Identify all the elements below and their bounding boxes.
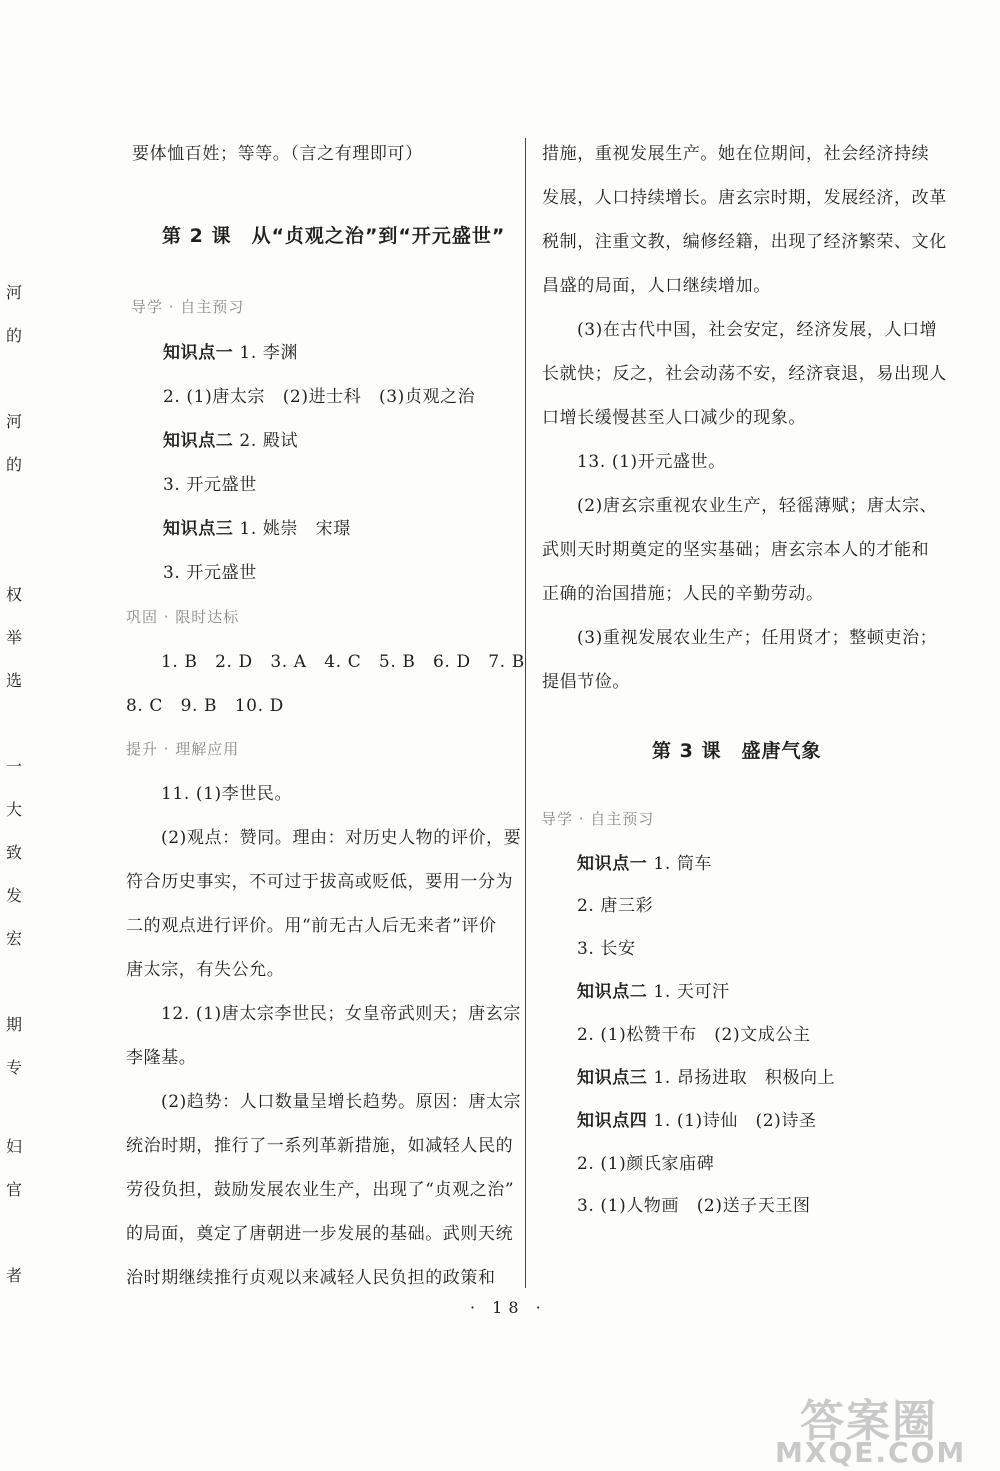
text-line: 劳役负担，鼓励发展农业生产，出现了“贞观之治” <box>126 1180 515 1200</box>
answer-text: 2. 殿试 <box>239 431 299 451</box>
text-line: 治时期继续推行贞观以来减轻人民负担的政策和 <box>126 1268 496 1288</box>
answer-text: 1. 姚崇 宋璟 <box>239 519 351 539</box>
answer-line <box>577 1110 817 1132</box>
text-line: (2)观点：赞同。理由：对历史人物的评价，要 <box>161 828 522 848</box>
text-line: 13. (1)开元盛世。 <box>577 452 726 472</box>
page-number: · 18 · <box>470 1298 547 1317</box>
answer-line <box>163 430 298 452</box>
lesson-2-title: 第 2 课 从“贞观之治”到“开元盛世” <box>162 225 506 247</box>
text-line: 二的观点进行评价。用“前无古人后无来者”评价 <box>126 916 497 936</box>
edge-char: 宏 <box>6 929 23 948</box>
edge-char: 河 <box>6 412 23 431</box>
knowledge-point-label: 知识点三 <box>163 519 234 539</box>
section-heading-preview: 导学 · 自主预习 <box>541 810 655 828</box>
knowledge-point-label: 知识点二 <box>163 431 234 451</box>
answer-line <box>577 1067 835 1089</box>
answer-text: 1. 天可汗 <box>653 982 730 1002</box>
section-heading-consolidate: 巩固 · 限时达标 <box>126 608 240 626</box>
answer-line <box>577 981 730 1003</box>
section-heading-improve: 提升 · 理解应用 <box>126 740 240 758</box>
answer-text: 1. 李渊 <box>239 343 299 363</box>
text-line: 唐太宗，有失公允。 <box>126 960 285 980</box>
text-line: 李隆基。 <box>126 1048 197 1068</box>
text-line: (3)在古代中国，社会安定，经济发展，人口增 <box>577 320 938 340</box>
text-line: 符合历史事实，不可过于拔高或贬低，要用一分为 <box>126 872 514 892</box>
edge-char: 者 <box>6 1266 23 1285</box>
watermark-logo: 答案圈 <box>800 1396 938 1447</box>
column-divider <box>525 138 526 1288</box>
text-line: 统治时期，推行了一系列革新措施，如减轻人民的 <box>126 1136 514 1156</box>
edge-char: 官 <box>6 1180 23 1199</box>
answer-text: 1. (1)诗仙 (2)诗圣 <box>653 1111 817 1131</box>
text-line: 长就快；反之，社会动荡不安，经济衰退，易出现人 <box>542 364 947 384</box>
knowledge-point-label: 知识点四 <box>577 1111 648 1131</box>
edge-char: 的 <box>6 455 23 474</box>
knowledge-point-label: 知识点一 <box>577 854 648 874</box>
knowledge-point-label: 知识点二 <box>577 982 648 1002</box>
answer-text: 1. 昂扬进取 积极向上 <box>653 1068 836 1088</box>
edge-char: 专 <box>6 1058 23 1077</box>
edge-char: 一 <box>6 757 23 776</box>
answer-line: 3. 长安 <box>577 939 636 959</box>
edge-char: 举 <box>6 628 23 647</box>
edge-char: 妇 <box>6 1137 23 1156</box>
answer-line: 2. 唐三彩 <box>577 896 654 916</box>
answer-line <box>163 518 351 540</box>
watermark-url: MXQE.COM <box>775 1436 967 1469</box>
edge-char: 河 <box>6 283 23 302</box>
knowledge-point-label: 知识点一 <box>163 343 234 363</box>
text-line: 口增长缓慢甚至人口减少的现象。 <box>542 408 806 428</box>
answer-line: 3. 开元盛世 <box>163 563 257 583</box>
edge-char: 期 <box>6 1015 23 1034</box>
edge-char: 发 <box>6 886 23 905</box>
text-line: 措施，重视发展生产。她在位期间，社会经济持续 <box>542 144 930 164</box>
knowledge-point-label: 知识点三 <box>577 1068 648 1088</box>
text-line: 武则天时期奠定的坚实基础；唐玄宗本人的才能和 <box>542 540 930 560</box>
section-heading-preview: 导学 · 自主预习 <box>131 298 245 316</box>
text-line: 12. (1)唐太宗李世民；女皇帝武则天；唐玄宗 <box>161 1004 521 1024</box>
edge-char: 权 <box>6 585 23 604</box>
answer-text: 1. 筒车 <box>653 854 713 874</box>
choice-answers: 1. B 2. D 3. A 4. C 5. B 6. D 7. B <box>161 652 525 672</box>
text-line: 昌盛的局面，人口继续增加。 <box>542 276 771 296</box>
text-line: 要体恤百姓；等等。（言之有理即可） <box>132 144 423 164</box>
text-line: 正确的治国措施；人民的辛勤劳动。 <box>542 584 824 604</box>
edge-char: 的 <box>6 326 23 345</box>
text-line: 11. (1)李世民。 <box>161 784 293 804</box>
edge-char: 致 <box>6 843 23 862</box>
answer-line: 2. (1)松赞干布 (2)文成公主 <box>577 1025 811 1045</box>
text-line: (2)趋势：人口数量呈增长趋势。原因：唐太宗 <box>161 1092 522 1112</box>
text-line: 税制，注重文教，编修经籍，出现了经济繁荣、文化 <box>542 232 947 252</box>
text-line: 的局面，奠定了唐朝进一步发展的基础。武则天统 <box>126 1224 514 1244</box>
text-line: (3)重视发展农业生产；任用贤才；整顿吏治； <box>577 628 938 648</box>
edge-char: 选 <box>6 671 23 690</box>
answer-line: 2. (1)唐太宗 (2)进士科 (3)贞观之治 <box>163 387 476 407</box>
text-line: 发展，人口持续增长。唐玄宗时期，发展经济，改革 <box>542 188 947 208</box>
choice-answers: 8. C 9. B 10. D <box>126 696 284 716</box>
answer-line: 3. (1)人物画 (2)送子天王图 <box>577 1196 811 1216</box>
lesson-3-title: 第 3 课 盛唐气象 <box>652 740 822 762</box>
answer-line <box>163 342 298 364</box>
text-line: (2)唐玄宗重视农业生产，轻徭薄赋；唐太宗、 <box>577 496 938 516</box>
text-line: 提倡节俭。 <box>542 672 630 692</box>
answer-line: 3. 开元盛世 <box>163 475 257 495</box>
edge-char: 大 <box>6 800 23 819</box>
answer-line: 2. (1)颜氏家庙碑 <box>577 1154 715 1174</box>
answer-line <box>577 853 712 875</box>
